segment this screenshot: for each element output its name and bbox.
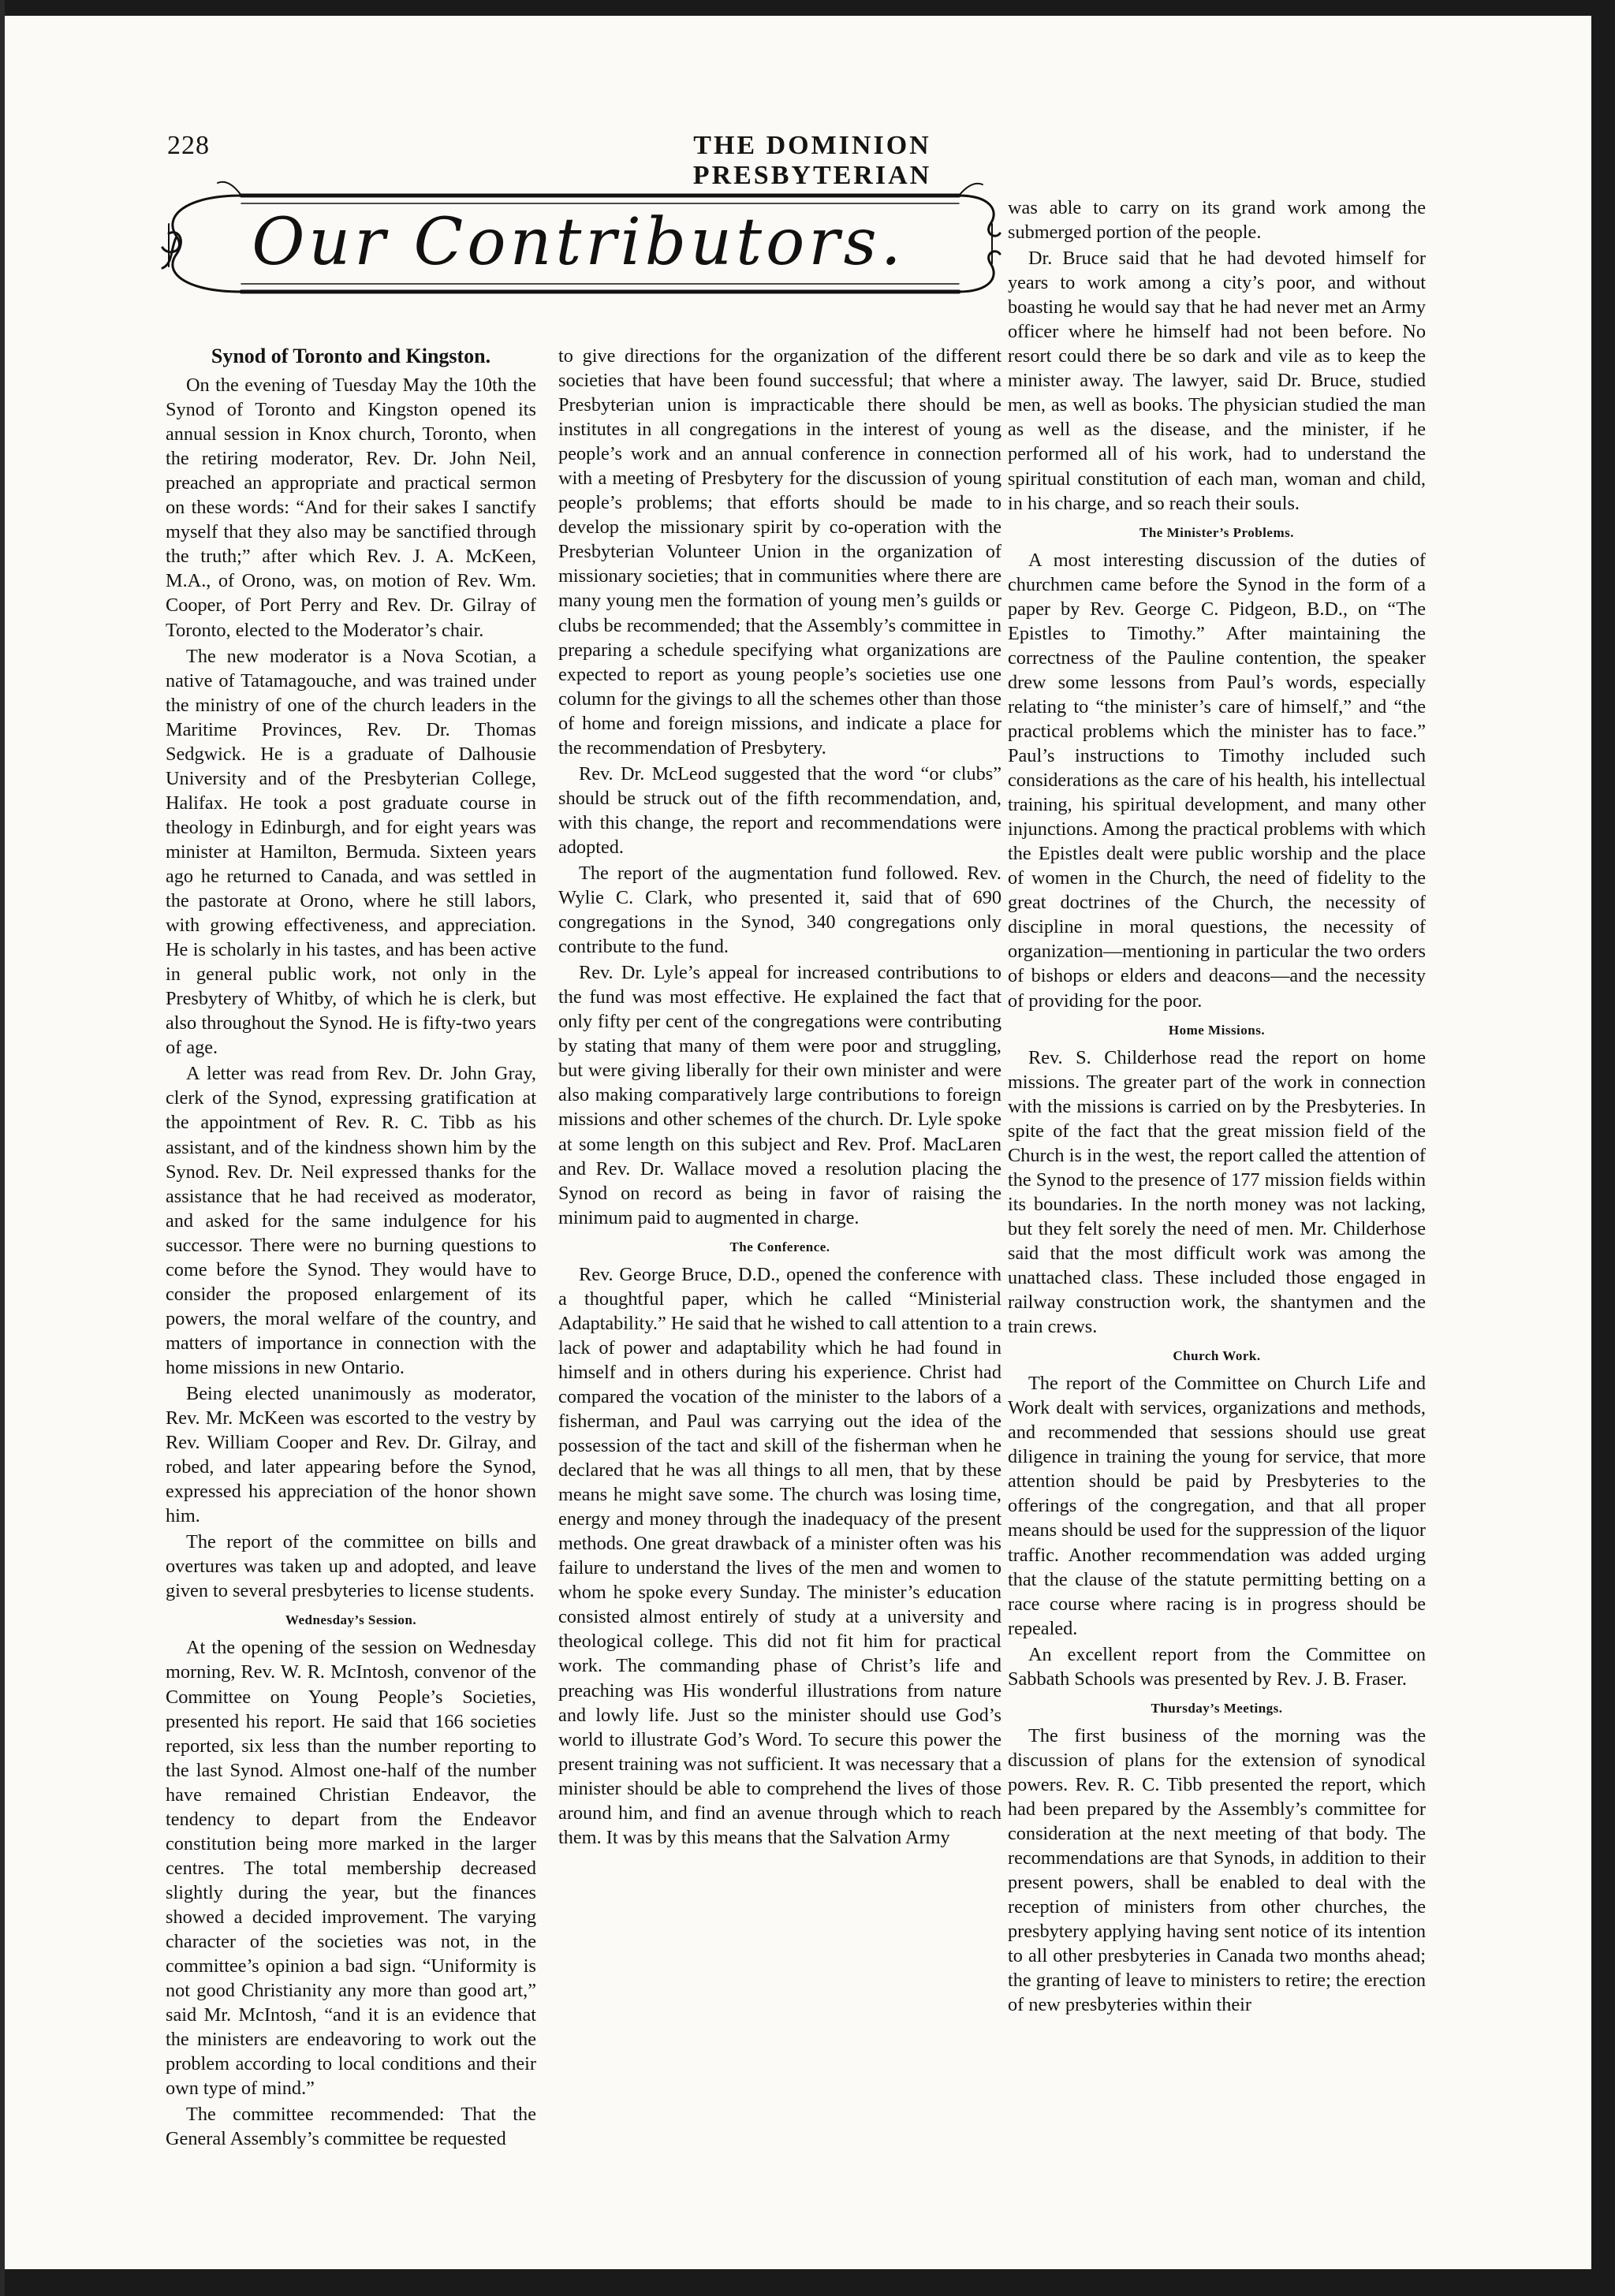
column-3 [1008,196,1426,2017]
paragraph: Being elected unanimously as moderator, Rev. Mr. McKeen was escorted to the vestry by Rev. William Cooper and Rev. Dr. Gilray, and robed, and later appearing before the Synod, expressed his appreciation of the honor shown him. [166,1382,536,1527]
paragraph: The report of the Committee on Church Life and Work dealt with services, organizations and methods, and recommended that sessions should use great diligence in training the young for service, that more attention should be paid by Presbyteries to the offerings of the congregation, and that all proper means should be used for the suppression of the liquor traffic. Another recommendation was added urging that the clause of the statute permitting betting on a race course where racing is in progress should be repealed. [1008,1373,1426,1639]
paragraph: was able to carry on its grand work among the submerged portion of the people. [1008,197,1426,244]
paragraph: A letter was read from Rev. Dr. John Gray, clerk of the Synod, expressing gratification at the appointment of Rev. R. C. Tibb as his assistant, and of the kindness shown him by the Synod. Rev. Dr. Neil expressed thanks for the assistance that he had received as moderator, and asked for the same indulgence for his successor. There were no burning questions to come before the Synod. They would have to consider the proposed enlargement of its powers, the moral welfare of the country, and matters of importance in connection with the home missions in new Ontario. [166,1063,536,1378]
paragraph: Rev. George Bruce, D.D., opened the conference with a thoughtful paper, which he called “Ministerial Adaptability.” He said that he wished to call attention to a lack of power and adaptability which he had found in himself and in others during his experience. Christ had compared the vocation of the minister to the labors of a fisherman, and Paul was carrying out the idea of the possession of the tact and skill of the fisherman when he declared that he was all things to all men, that by these means he might save some. The church was losing time, energy and money through the inadequacy of the present methods. One great drawback of a minister often was his failure to understand the lives of the men and women to whom he spoke every Sunday. The minister’s education consisted almost entirely of study at a university and theological college. This did not fit him for practical work. The commanding phase of Christ’s life and preaching was His wonderful illustrations from nature and lowly life. Just so the minister should use God’s world to illustrate God’s Word. To secure this power the present training was not sufficient. It was necessary that a minister should be able to comprehend the lives of those around him, and find an avenue through which to reach them. It was by this means that the Salvation Army [558,1263,1001,1848]
running-head: THE DOMINION PRESBYTERIAN [692,131,932,190]
paragraph: The report of the augmentation fund followed. Rev. Wylie C. Clark, who presented it, said that of 690 congregations in the Synod, 340 congregations only contribute to the fund. [558,862,1001,958]
subheading-home-missions: Home Missions. [1168,1022,1266,1038]
scan-border-bottom [0,2269,1615,2296]
article-title: Synod of Toronto and Kingston. [211,345,491,367]
scan-border-top [0,0,1615,16]
paragraph: On the evening of Tuesday May the 10th the Synod of Toronto and Kingston opened its annual session in Knox church, Toronto, when the retiring moderator, Rev. Dr. John Neil, preached an appropriate and practical sermon on these words: “And for their sakes I sanctify myself that they also may be sanctified through the truth;” after which Rev. J. A. McKeen, M.A., of Orono, was, on motion of Rev. Wm. Cooper, of Port Perry and Rev. Dr. Gilray of Toronto, elected to the Moderator’s chair. [166,375,536,641]
subheading-conference: The Conference. [729,1239,830,1254]
scan-border-left [0,0,5,2296]
paragraph: Rev. S. Childerhose read the report on home missions. The greater part of the work in connection with the missions is carried on by the Presbyteries. In spite of the fact that the great mission field of the Church is in the west, the report called the attention of the Synod to the presence of 177 mission fields within its boundaries. In the north money was not lacking, but they felt sorely the need of men. Mr. Childerhose said that the most difficult work was among the unattached class. These included those engaged in railway construction work, the shantymen and the train crews. [1008,1046,1426,1338]
paragraph: Rev. Dr. Lyle’s appeal for increased contributions to the fund was most effective. He explained the fact that only fifty per cent of the congregations were contributing by stating that many of them were poor and struggling, but were giving liberally for their own minister and were also making comparatively large contributions to foreign missions and other schemes of the church. Dr. Lyle spoke at some length on this subject and Rev. Prof. MacLaren and Rev. Dr. Wallace moved a resolution placing the Synod on record as being in favor of raising the minimum paid to augmented in charge. [558,962,1001,1228]
paragraph: Dr. Bruce said that he had devoted himself for years to work among a city’s poor, and without boasting he would say that he had never met an Army officer where he himself had not been before. No resort could there be so dark and vile as to keep the minister away. The lawyer, said Dr. Bruce, studied men, as well as books. The physician studied the man as well as the disease, and the minister, if he performed all of his work, had to understand the spiritual constitution of each man, woman and child, in his charge, and so reach their souls. [1008,248,1426,514]
subheading-ministers-problems: The Minister’s Problems. [1139,524,1294,540]
subheading-thursday: Thursday’s Meetings. [1151,1700,1283,1716]
paragraph: The report of the committee on bills and overtures was taken up and adopted, and leave given to several presbyteries to license students. [166,1531,536,1602]
column-1 [166,344,536,2151]
paragraph: Rev. Dr. McLeod suggested that the word “or clubs” should be struck out of the fifth recommendation, and, with this change, the report and recommendations were adopted. [558,762,1001,858]
section-title: Our Contributors. [252,205,905,280]
paragraph: An excellent report from the Committee on Sabbath Schools was presented by Rev. J. B. Fraser. [1008,1643,1426,1690]
scan-border-right [1591,0,1615,2296]
column-2 [558,344,1001,1850]
paragraph: The committee recommended: That the General Assembly’s committee be requested [166,2104,536,2150]
paragraph: The new moderator is a Nova Scotian, a native of Tatamagouche, and was trained under the ministry of one of the church leaders in the Maritime Provinces, Rev. Dr. Thomas Sedgwick. He is a graduate of Dalhousie University and of the Presbyterian College, Halifax. He took a post graduate course in theology in Edinburgh, and for eight years was minister at Hamilton, Bermuda. Sixteen years ago he returned to Canada, and was settled in the pastorate at Orono, where he still labors, with growing effectiveness, and appreciation. He is scholarly in his tastes, and has been active in general public work, not only in the Presbytery of Whitby, of which he is clerk, but also throughout the Synod. He is fifty-two years of age. [166,645,536,1059]
page-number: 228 [167,131,210,160]
paragraph: to give directions for the organization of the different societies that have been found successful; that where a Presbyterian union is impracticable there should be institutes in all congregations in the interest of young people’s work and an annual conference in connection with a meeting of Presbytery for the discussion of young people’s problems; that efforts should be made to develop the missionary spirit by co-operation with the Presbyterian Volunteer Union in the organization of missionary societies; that in communities where there are many young men the formation of young men’s guilds or clubs be recommended; that the Assembly’s committee in preparing a schedule specifying what organizations are expected to report as young people’s societies use one column for the givings to all the schemes other than those of home and foreign missions, and indicate a place for the recommendation of Presbytery. [558,345,1001,758]
paragraph: A most interesting discussion of the duties of churchmen came before the Synod in the form of a paper by Rev. George C. Pidgeon, B.D., on “The Epistles to Timothy.” After maintaining the correctness of the Pauline contention, the speaker drew some lessons from Paul’s words, especially relating to “the minister’s care of himself,” and “the practical problems which the minister has to face.” Paul’s instructions to Timothy included such considerations as the care of his health, his intellectual training, his spiritual development, and many other injunctions. Among the practical problems with which the Epistles dealt were public worship and the place of women in the Church, the need of fidelity to the great doctrines of the Church, the necessity of discipline in moral questions, the necessity of organization—mentioning in particular the two orders of bishops or elders and deacons—and the necessity of providing for the poor. [1008,549,1426,1012]
subheading-wednesday: Wednesday’s Session. [285,1612,417,1628]
paragraph: The first business of the morning was the discussion of plans for the extension of synodical powers. Rev. R. C. Tibb presented the report, which had been prepared by the Assembly’s committee for consideration at the next meeting of that body. The recommendations are that Synods, in addition to their present powers, shall be enabled to deal with the reception of ministers from other churches, the presbytery applying having sent notice of its intention to all other presbyteries in Canada two months ahead; the granting of leave to ministers to retire; the erection of new presbyteries within their [1008,1724,1426,2016]
paragraph: At the opening of the session on Wednesday morning, Rev. W. R. McIntosh, convenor of the Committee on Young People’s Societies, presented his report. He said that 166 societies reported, six less than the number reporting to the last Synod. Almost one-half of the number have remained Christian Endeavor, the tendency to depart from the Endeavor constitution being more marked in the larger centres. The total membership decreased slightly during the year, but the finances showed a decided improvement. The varying character of the societies was not, in the committee’s opinion a bad sign. “Uniformity is not good Christianity any more than good art,” said Mr. McIntosh, “and it is an evidence that the ministers are endeavoring to work out the problem according to local conditions and their own type of mind.” [166,1637,536,2100]
subheading-church-work: Church Work. [1173,1348,1261,1364]
